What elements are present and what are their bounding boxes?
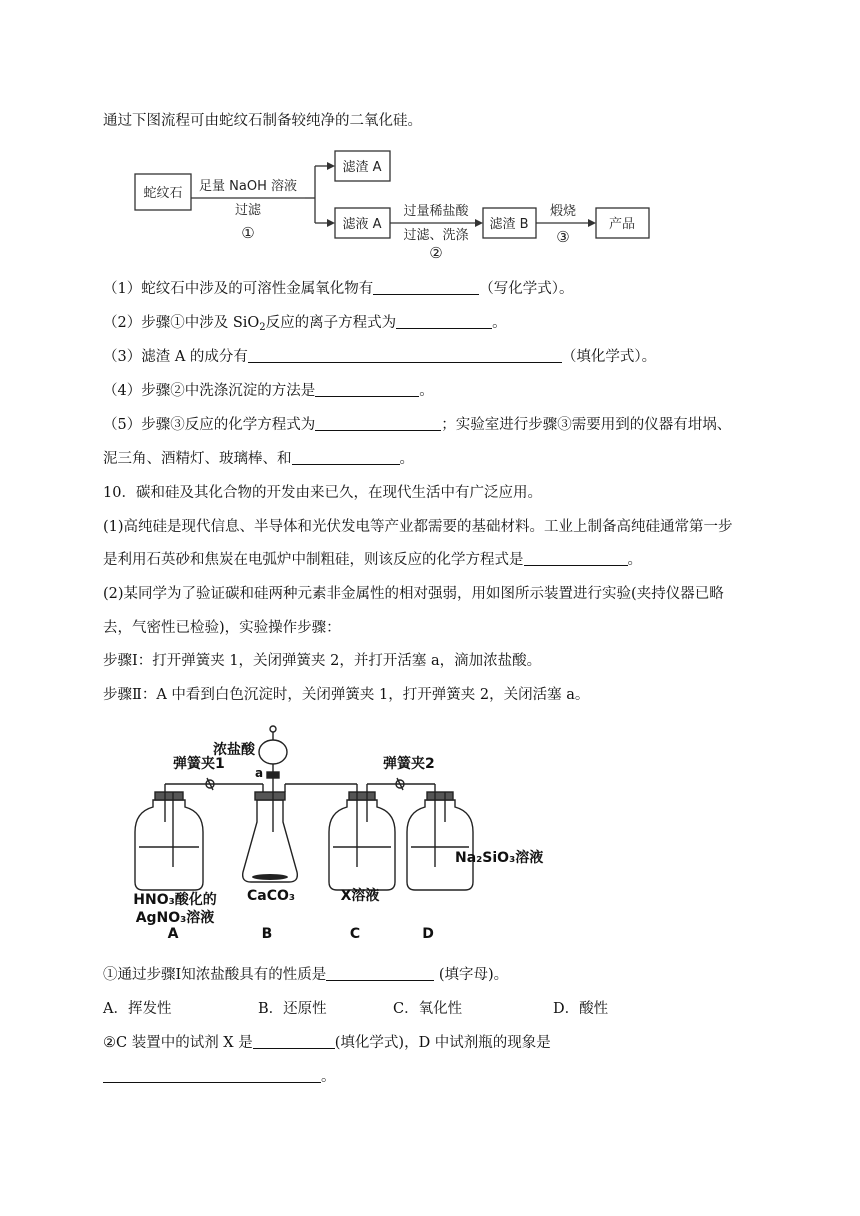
answer-blank[interactable] xyxy=(315,382,419,397)
options-row xyxy=(103,999,608,1019)
letter-b: B xyxy=(261,926,273,942)
question-5-cont: 泥三角、酒精灯、玻璃棒、和 。 xyxy=(103,451,414,467)
answer-blank[interactable] xyxy=(396,314,492,329)
letter-a: A xyxy=(167,926,179,942)
flow-arrow2-bottom: 过滤、洗涤 xyxy=(403,228,469,243)
flask-b xyxy=(243,800,298,882)
question-2: （2）步骤①中涉及 SiO$_2$反应的离子方程式为 。 xyxy=(103,315,507,333)
answer-blank[interactable] xyxy=(373,280,479,295)
question-3: （3）滤渣 A 的成分有 （填化学式）。 xyxy=(103,349,657,365)
problem-10-part1-cont: 是利用石英砂和焦炭在电弧炉中制粗硅，则该反应的化学方程式是 。 xyxy=(103,552,642,568)
apparatus-diagram xyxy=(115,722,555,942)
flow-arrow3-top: 煅烧 xyxy=(549,204,577,219)
flow-residue-a: 滤渣 A xyxy=(342,160,382,175)
flow-residue-b: 滤渣 B xyxy=(489,217,529,232)
flow-filtrate-a: 滤液 A xyxy=(342,217,382,232)
problem-10-part2-cont: 去，气密性已检验)，实验操作步骤： xyxy=(103,620,341,636)
label-a-line1: HNO₃酸化的 xyxy=(133,892,217,908)
sub-question-2-cont: 。 xyxy=(103,1067,336,1087)
intro-text: 通过下图流程可由蛇纹石制备较纯净的二氧化硅。 xyxy=(103,113,422,129)
option-c[interactable]: C．氧化性 xyxy=(393,1001,463,1017)
flow-step1: ① xyxy=(241,224,255,242)
step-ii: 步骤Ⅱ：A 中看到白色沉淀时，关闭弹簧夹 1，打开弹簧夹 2，关闭活塞 a。 xyxy=(103,687,590,703)
flow-step3: ③ xyxy=(556,228,570,246)
question-5: （5）步骤③反应的化学方程式为 ；实验室进行步骤③需要用到的仪器有坩埚、 xyxy=(103,417,732,433)
label-na2sio3: Na₂SiO₃溶液 xyxy=(455,850,544,866)
bottle-c xyxy=(329,800,395,890)
answer-blank[interactable] xyxy=(292,450,400,465)
label-conc-hcl: 浓盐酸 xyxy=(213,742,255,758)
question-1: （1）蛇纹石中涉及的可溶性金属氧化物有 （写化学式）。 xyxy=(103,281,574,297)
option-d[interactable]: D．酸性 xyxy=(553,1001,609,1017)
answer-blank[interactable] xyxy=(315,416,441,431)
sub-question-1: ①通过步骤Ⅰ知浓盐酸具有的性质是 (填字母)。 xyxy=(103,967,509,983)
flow-arrow2-top: 过量稀盐酸 xyxy=(403,204,469,219)
answer-blank[interactable] xyxy=(524,551,628,566)
flow-arrow1-bottom: 过滤 xyxy=(234,203,262,218)
flow-arrow1-top: 足量 NaOH 溶液 xyxy=(199,179,297,194)
label-caco3: CaCO₃ xyxy=(246,888,296,904)
flow-product: 产品 xyxy=(608,217,636,232)
step-i: 步骤Ⅰ：打开弹簧夹 1，关闭弹簧夹 2，并打开活塞 a，滴加浓盐酸。 xyxy=(103,653,542,669)
answer-blank[interactable] xyxy=(103,1068,321,1083)
option-a[interactable]: A．挥发性 xyxy=(103,1001,172,1017)
letter-d: D xyxy=(422,926,434,942)
letter-c: C xyxy=(349,926,361,942)
answer-blank[interactable] xyxy=(326,966,434,981)
process-flowchart xyxy=(130,148,660,263)
problem-10-part1: (1)高纯硅是现代信息、半导体和光伏发电等产业都需要的基础材料。工业上制备高纯硅通常第一步 xyxy=(103,519,733,535)
label-valve-a: a xyxy=(255,766,264,780)
bottle-d xyxy=(407,800,473,890)
label-clamp2: 弹簧夹2 xyxy=(383,756,435,772)
flow-serpentine: 蛇纹石 xyxy=(143,186,183,201)
label-clamp1: 弹簧夹1 xyxy=(173,756,225,772)
option-b[interactable]: B．还原性 xyxy=(258,1001,327,1017)
answer-blank[interactable] xyxy=(253,1034,335,1049)
label-x-solution: X溶液 xyxy=(340,888,380,904)
sub-question-2: ②C 装置中的试剂 X 是 (填化学式)，D 中试剂瓶的现象是 xyxy=(103,1035,551,1051)
question-4: （4）步骤②中洗涤沉淀的方法是 。 xyxy=(103,383,434,399)
flow-step2: ② xyxy=(429,244,443,262)
label-a-line2: AgNO₃溶液 xyxy=(135,910,215,926)
answer-blank[interactable] xyxy=(248,348,562,363)
problem-10-title: 10．碳和硅及其化合物的开发由来已久，在现代生活中有广泛应用。 xyxy=(103,485,542,501)
bottle-a xyxy=(135,800,203,890)
problem-10-part2: (2)某同学为了验证碳和硅两种元素非金属性的相对强弱，用如图所示装置进行实验(夹持仪器已略 xyxy=(103,586,724,602)
